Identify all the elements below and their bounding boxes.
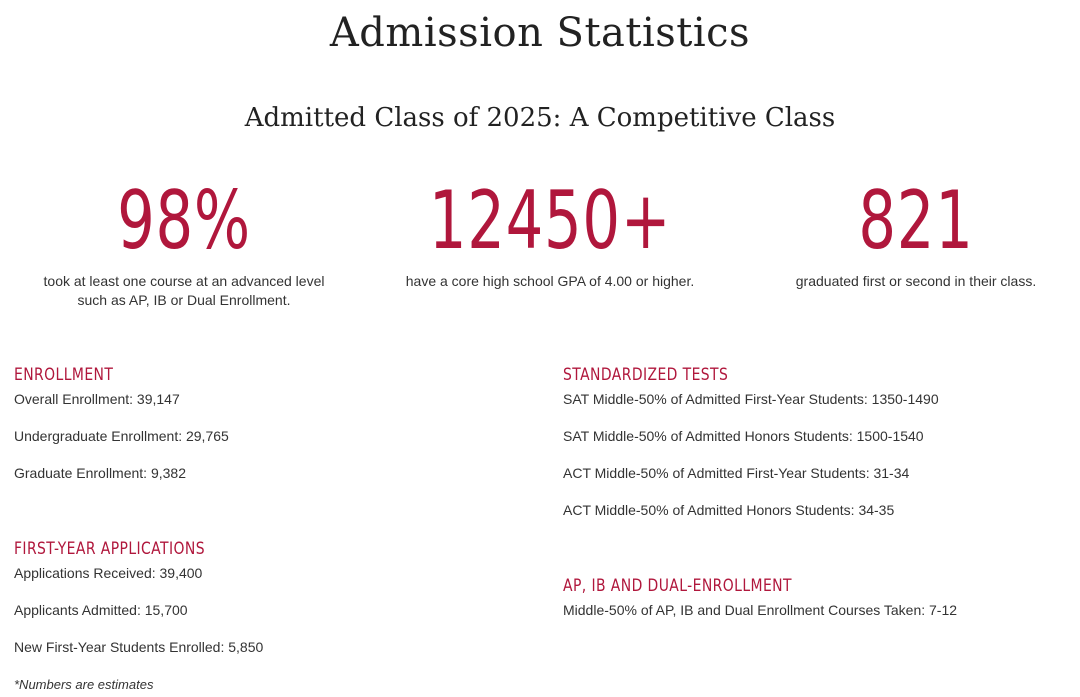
highlight-value: 821 [858,174,974,267]
footnote: *Numbers are estimates [14,677,154,692]
highlight-value: 12450+ [428,174,672,267]
stat-line-applicants-admitted: Applicants Admitted: 15,700 [14,602,188,618]
page-subtitle: Admitted Class of 2025: A Competitive Class [244,103,836,133]
highlight-description: graduated first or second in their class. [795,273,1037,289]
section-heading: STANDARDIZED TESTS [563,365,729,385]
stat-line-undergraduate-enrollment: Undergraduate Enrollment: 29,765 [14,428,229,444]
stat-line-sat-first-year: SAT Middle-50% of Admitted First-Year Students: 1350-1490 [563,391,939,407]
highlight-advanced-courses [4,176,364,310]
page-title: Admission Statistics [329,10,751,56]
stat-line-students-enrolled: New First-Year Students Enrolled: 5,850 [14,639,264,655]
highlight-description: took at least one course at an advanced level such as AP, IB or Dual Enrollment. [43,273,325,308]
stat-line-act-honors: ACT Middle-50% of Admitted Honors Students: 34-35 [563,502,895,518]
section-enrollment [14,364,229,482]
section-first-year-applications [14,538,263,656]
highlight-class-rank [736,176,1080,291]
section-lines [563,390,939,519]
stat-line-act-first-year: ACT Middle-50% of Admitted First-Year Students: 31-34 [563,465,910,481]
stat-line-overall-enrollment: Overall Enrollment: 39,147 [14,391,180,407]
stat-line-ap-ib-courses: Middle-50% of AP, IB and Dual Enrollment Courses Taken: 7-12 [563,602,958,618]
section-lines [563,601,957,619]
stat-line-sat-honors: SAT Middle-50% of Admitted Honors Students: 1500-1540 [563,428,924,444]
highlight-gpa [370,176,730,291]
highlight-value: 98% [117,174,251,267]
section-lines [14,564,263,656]
section-heading: FIRST-YEAR APPLICATIONS [14,539,205,559]
stat-line-graduate-enrollment: Graduate Enrollment: 9,382 [14,465,186,481]
section-standardized-tests [563,364,939,519]
section-ap-ib-dual-enrollment [563,575,957,619]
section-lines [14,390,229,482]
section-heading: AP, IB AND DUAL-ENROLLMENT [563,576,792,596]
stat-line-applications-received: Applications Received: 39,400 [14,565,203,581]
highlight-description: have a core high school GPA of 4.00 or higher. [405,273,695,289]
section-heading: ENROLLMENT [14,365,114,385]
